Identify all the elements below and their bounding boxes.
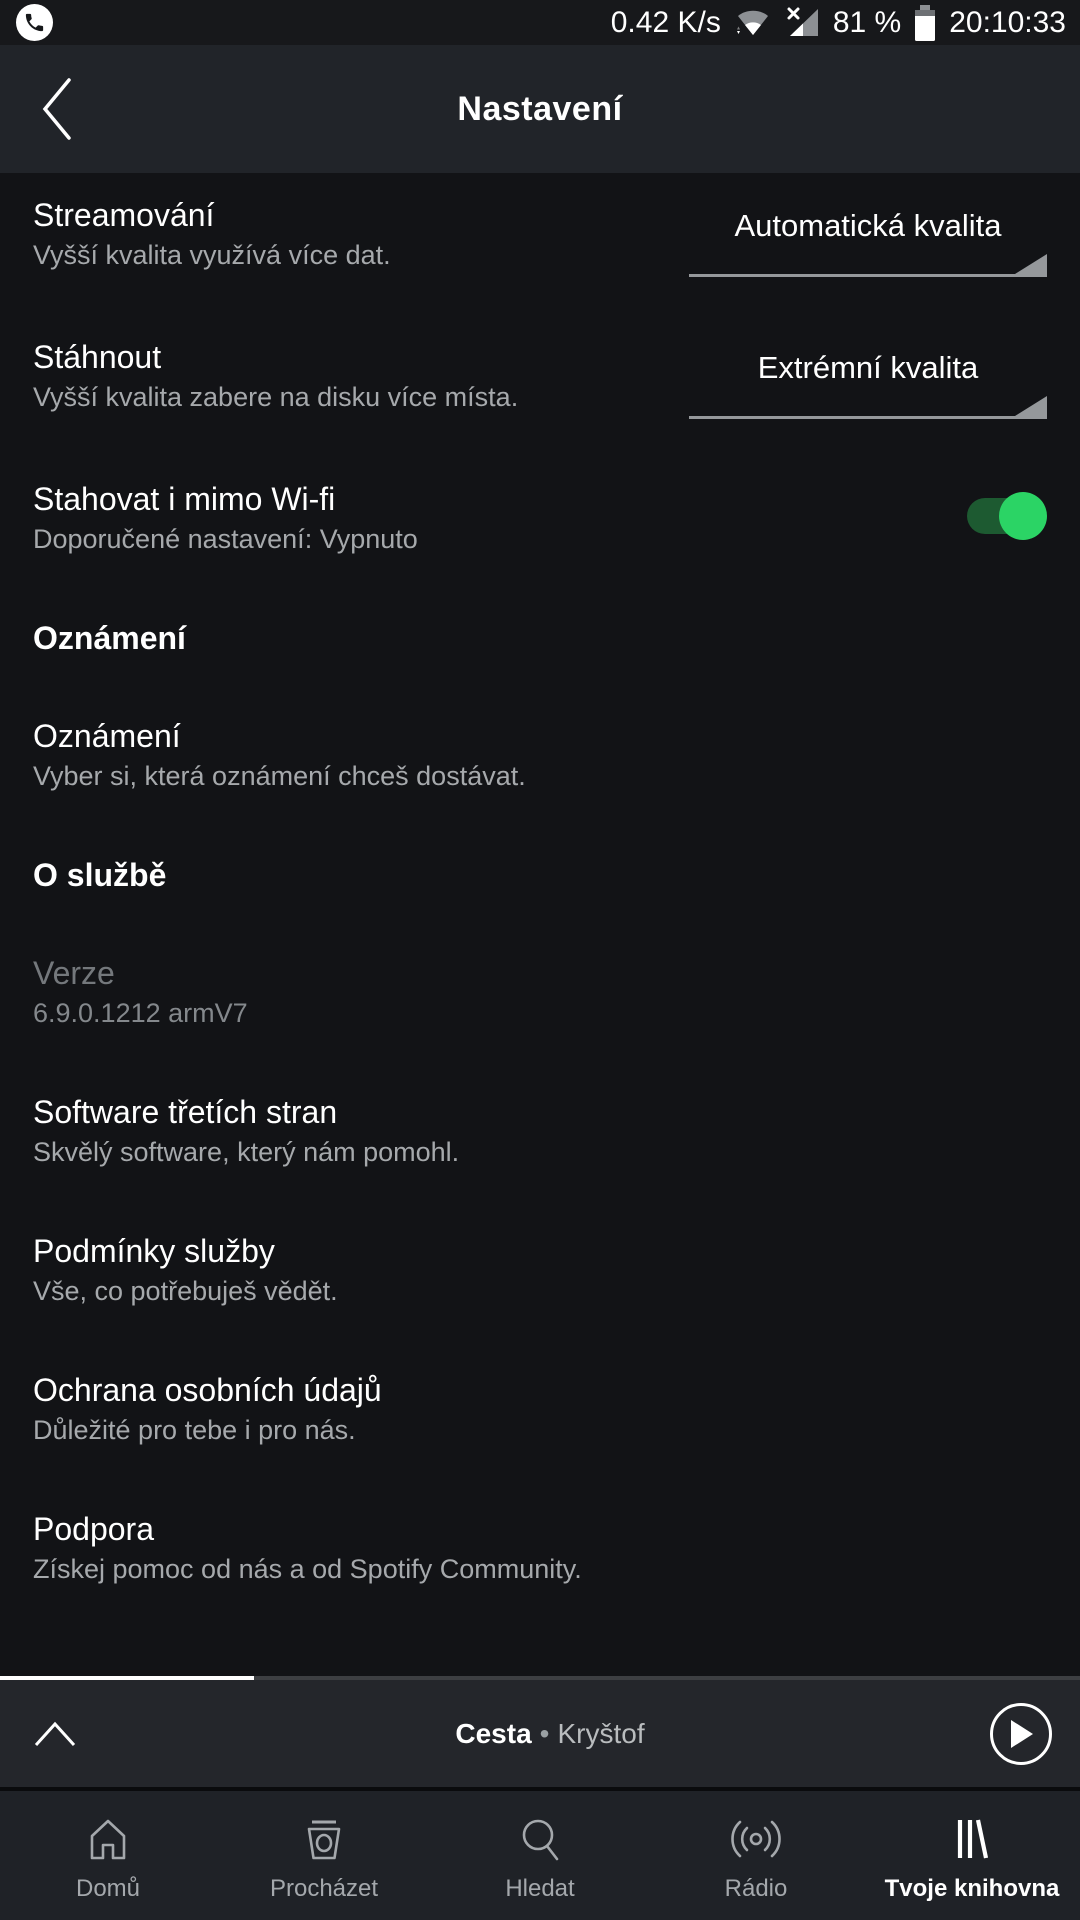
setting-title: Podpora [33,1511,154,1547]
streaming-quality-dropdown[interactable] [689,206,1047,277]
setting-subtitle: Vše, co potřebuješ vědět. [33,1276,338,1306]
section-header-about: O službě [33,857,167,893]
setting-title: Streamování [33,197,215,233]
radio-icon [728,1813,784,1865]
battery-icon [913,4,937,42]
battery-percent: 81 % [832,5,902,39]
dropdown-value: Automatická kvalita [734,208,1002,243]
setting-download-quality[interactable] [33,336,1047,419]
separator-dot: • [539,1717,550,1749]
nav-item-radio[interactable] [648,1791,864,1920]
setting-title: Oznámení [33,718,181,754]
library-icon [947,1813,997,1865]
nav-label: Hledat [505,1875,575,1902]
search-icon [515,1813,565,1865]
nav-label: Domů [75,1875,141,1902]
setting-subtitle: Doporučené nastavení: Vypnuto [33,524,418,554]
setting-streaming-quality[interactable] [33,194,1047,277]
artist-name: Kryštof [557,1717,645,1749]
play-icon [1008,1719,1034,1749]
setting-subtitle: 6.9.0.1212 armV7 [33,998,248,1028]
network-speed: 0.42 K/s [610,5,721,39]
nav-label: Rádio [724,1875,788,1902]
nav-label: Procházet [269,1875,379,1902]
back-chevron-icon [37,72,77,146]
nav-item-your-library[interactable] [864,1791,1080,1920]
dropdown-underline-icon [689,416,1047,419]
chevron-up-icon [32,1721,78,1747]
section-header-notifications: Oznámení [33,620,186,656]
page-title: Nastavení [457,89,623,128]
setting-subtitle: Vyšší kvalita využívá více dat. [33,240,391,270]
signal-no-sim-icon [785,5,821,41]
back-button[interactable] [22,45,92,173]
nav-item-browse[interactable] [216,1791,432,1920]
now-playing-info [110,1718,990,1750]
browse-icon [299,1813,349,1865]
play-button[interactable] [990,1703,1052,1765]
setting-subtitle: Skvělý software, který nám pomohl. [33,1137,460,1167]
clock: 20:10:33 [949,5,1066,39]
home-icon [83,1813,133,1865]
toggle-thumb [999,492,1047,540]
app-header [0,45,1080,173]
setting-subtitle: Důležité pro tebe i pro nás. [33,1415,356,1445]
setting-third-party-software[interactable] [33,1091,1047,1171]
bottom-nav [0,1791,1080,1920]
setting-title: Verze [33,955,115,991]
dropdown-value: Extrémní kvalita [757,350,979,385]
setting-subtitle: Získej pomoc od nás a od Spotify Community. [33,1554,582,1584]
nav-label: Tvoje knihovna [884,1875,1060,1902]
download-quality-dropdown[interactable] [689,348,1047,419]
offline-download-toggle[interactable] [967,498,1045,534]
setting-download-without-wifi[interactable] [33,478,1047,558]
setting-title: Stáhnout [33,339,162,375]
setting-title: Podmínky služby [33,1233,275,1269]
setting-notifications[interactable] [33,715,1047,795]
setting-privacy[interactable] [33,1369,1047,1449]
expand-player-button[interactable] [0,1721,110,1747]
setting-title: Software třetích stran [33,1094,338,1130]
now-playing-bar[interactable] [0,1676,1080,1787]
active-call-icon [16,4,53,41]
setting-title: Ochrana osobních údajů [33,1372,382,1408]
dropdown-underline-icon [689,274,1047,277]
setting-title: Stahovat i mimo Wi-fi [33,481,336,517]
setting-subtitle: Vyšší kvalita zabere na disku více místa. [33,382,519,412]
status-bar [0,0,1080,45]
nav-item-home[interactable] [0,1791,216,1920]
track-title: Cesta [455,1717,532,1749]
setting-support[interactable] [33,1508,1047,1588]
nav-item-search[interactable] [432,1791,648,1920]
wifi-icon [733,5,773,41]
settings-list [0,173,1080,1676]
setting-subtitle: Vyber si, která oznámení chceš dostávat. [33,761,526,791]
setting-terms-of-service[interactable] [33,1230,1047,1310]
setting-version [33,952,1047,1032]
